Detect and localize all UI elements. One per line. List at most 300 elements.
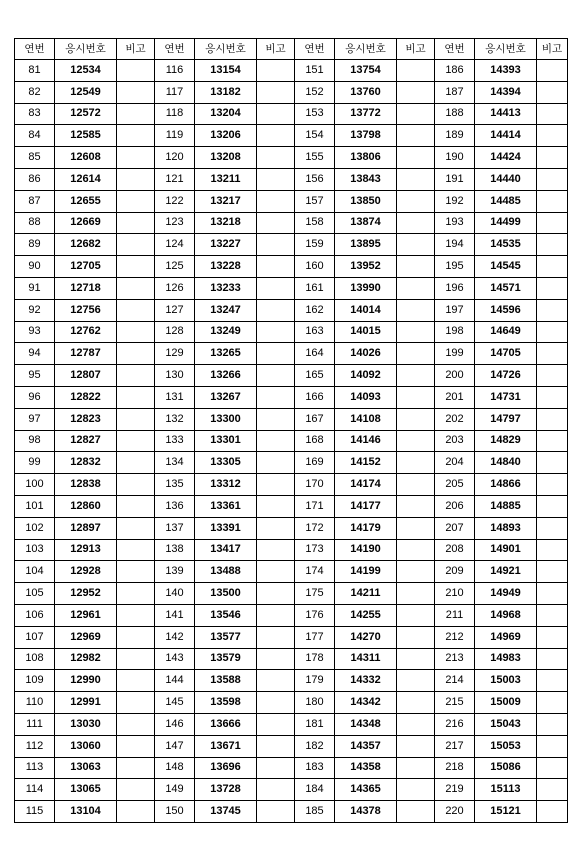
remarks-cell (117, 125, 155, 147)
exam-number-cell: 13361 (195, 495, 257, 517)
exam-number-cell: 13500 (195, 583, 257, 605)
remarks-cell (397, 212, 435, 234)
seq-cell: 140 (155, 583, 195, 605)
exam-number-cell: 12827 (55, 430, 117, 452)
seq-cell: 190 (435, 147, 475, 169)
remarks-cell (537, 452, 568, 474)
header-row (15, 39, 568, 60)
seq-cell: 149 (155, 779, 195, 801)
seq-cell: 125 (155, 256, 195, 278)
exam-number-cell: 14190 (335, 539, 397, 561)
remarks-cell (537, 583, 568, 605)
seq-cell: 204 (435, 452, 475, 474)
remarks-cell (397, 430, 435, 452)
seq-cell: 129 (155, 343, 195, 365)
exam-number-cell: 14092 (335, 365, 397, 387)
remarks-cell (117, 234, 155, 256)
seq-cell: 162 (295, 299, 335, 321)
exam-number-cell: 14485 (475, 190, 537, 212)
seq-cell: 200 (435, 365, 475, 387)
table-row (15, 256, 568, 278)
table-row (15, 495, 568, 517)
seq-cell: 96 (15, 386, 55, 408)
exam-number-cell: 12718 (55, 277, 117, 299)
exam-number-cell: 14901 (475, 539, 537, 561)
exam-number-cell: 12913 (55, 539, 117, 561)
remarks-cell (257, 648, 295, 670)
remarks-cell (117, 343, 155, 365)
exam-number-cell: 14921 (475, 561, 537, 583)
seq-cell: 104 (15, 561, 55, 583)
remarks-cell (537, 692, 568, 714)
exam-number-cell: 14152 (335, 452, 397, 474)
seq-cell: 93 (15, 321, 55, 343)
exam-number-cell: 13247 (195, 299, 257, 321)
remarks-cell (537, 321, 568, 343)
table-row (15, 234, 568, 256)
exam-number-cell: 13030 (55, 713, 117, 735)
seq-cell: 176 (295, 604, 335, 626)
exam-number-cell: 13267 (195, 386, 257, 408)
seq-cell: 211 (435, 604, 475, 626)
table-body (15, 60, 568, 823)
exam-number-cell: 13895 (335, 234, 397, 256)
exam-number-cell: 12549 (55, 81, 117, 103)
exam-number-cell: 13666 (195, 713, 257, 735)
exam-number-cell: 14866 (475, 474, 537, 496)
seq-cell: 95 (15, 365, 55, 387)
remarks-cell (257, 408, 295, 430)
seq-cell: 195 (435, 256, 475, 278)
table-row (15, 430, 568, 452)
exam-number-cell: 14108 (335, 408, 397, 430)
table-row (15, 343, 568, 365)
seq-cell: 189 (435, 125, 475, 147)
exam-number-cell: 13182 (195, 81, 257, 103)
remarks-cell (537, 713, 568, 735)
remarks-cell (397, 604, 435, 626)
exam-number-cell: 15003 (475, 670, 537, 692)
remarks-cell (397, 60, 435, 82)
seq-cell: 164 (295, 343, 335, 365)
seq-cell: 123 (155, 212, 195, 234)
exam-number-cell: 14393 (475, 60, 537, 82)
exam-number-cell: 13546 (195, 604, 257, 626)
exam-number-cell: 13065 (55, 779, 117, 801)
remarks-cell (117, 626, 155, 648)
seq-cell: 217 (435, 735, 475, 757)
seq-cell: 148 (155, 757, 195, 779)
exam-number-cell: 12952 (55, 583, 117, 605)
exam-number-cell: 13060 (55, 735, 117, 757)
seq-cell: 134 (155, 452, 195, 474)
remarks-cell (257, 583, 295, 605)
seq-cell: 143 (155, 648, 195, 670)
exam-number-cell: 12969 (55, 626, 117, 648)
remarks-cell (537, 539, 568, 561)
table-row (15, 386, 568, 408)
exam-number-cell: 14705 (475, 343, 537, 365)
exam-number-cell: 14968 (475, 604, 537, 626)
remarks-cell (397, 343, 435, 365)
seq-cell: 146 (155, 713, 195, 735)
remarks-cell (537, 256, 568, 278)
seq-cell: 107 (15, 626, 55, 648)
exam-number-header: 응시번호 (475, 39, 537, 60)
remarks-cell (117, 256, 155, 278)
table-row (15, 212, 568, 234)
remarks-cell (117, 583, 155, 605)
seq-cell: 212 (435, 626, 475, 648)
seq-cell: 113 (15, 757, 55, 779)
seq-cell: 154 (295, 125, 335, 147)
table-row (15, 517, 568, 539)
remarks-cell (257, 430, 295, 452)
remarks-cell (397, 365, 435, 387)
exam-number-cell: 14179 (335, 517, 397, 539)
exam-number-cell: 13154 (195, 60, 257, 82)
table-row (15, 321, 568, 343)
exam-number-cell: 14424 (475, 147, 537, 169)
seq-cell: 84 (15, 125, 55, 147)
remarks-cell (397, 517, 435, 539)
seq-cell: 215 (435, 692, 475, 714)
remarks-cell (537, 604, 568, 626)
table-row (15, 561, 568, 583)
remarks-cell (117, 321, 155, 343)
seq-cell: 144 (155, 670, 195, 692)
seq-cell: 139 (155, 561, 195, 583)
remarks-cell (537, 212, 568, 234)
seq-cell: 214 (435, 670, 475, 692)
seq-cell: 185 (295, 801, 335, 823)
seq-cell: 184 (295, 779, 335, 801)
remarks-cell (117, 801, 155, 823)
exam-number-table (14, 38, 568, 823)
exam-number-cell: 14342 (335, 692, 397, 714)
exam-number-cell: 12990 (55, 670, 117, 692)
seq-cell: 106 (15, 604, 55, 626)
remarks-cell (117, 168, 155, 190)
remarks-cell (397, 583, 435, 605)
remarks-cell (537, 125, 568, 147)
remarks-cell (537, 168, 568, 190)
remarks-cell (117, 365, 155, 387)
exam-number-cell: 12832 (55, 452, 117, 474)
exam-number-cell: 14414 (475, 125, 537, 147)
seq-cell: 155 (295, 147, 335, 169)
seq-cell: 89 (15, 234, 55, 256)
exam-number-cell: 13696 (195, 757, 257, 779)
remarks-cell (257, 452, 295, 474)
remarks-cell (397, 452, 435, 474)
remarks-cell (397, 234, 435, 256)
remarks-cell (537, 757, 568, 779)
seq-cell: 141 (155, 604, 195, 626)
remarks-cell (257, 735, 295, 757)
exam-number-cell: 13579 (195, 648, 257, 670)
seq-cell: 87 (15, 190, 55, 212)
seq-cell: 188 (435, 103, 475, 125)
seq-cell: 177 (295, 626, 335, 648)
seq-cell: 182 (295, 735, 335, 757)
seq-cell: 191 (435, 168, 475, 190)
remarks-cell (117, 757, 155, 779)
seq-cell: 112 (15, 735, 55, 757)
table-row (15, 103, 568, 125)
exam-number-cell: 14014 (335, 299, 397, 321)
exam-number-cell: 13488 (195, 561, 257, 583)
seq-cell: 128 (155, 321, 195, 343)
remarks-cell (537, 299, 568, 321)
exam-number-cell: 13312 (195, 474, 257, 496)
remarks-cell (397, 190, 435, 212)
seq-cell: 183 (295, 757, 335, 779)
remarks-cell (257, 713, 295, 735)
remarks-cell (537, 801, 568, 823)
remarks-cell (537, 495, 568, 517)
exam-number-cell: 12534 (55, 60, 117, 82)
remarks-header: 비고 (117, 39, 155, 60)
remarks-cell (397, 626, 435, 648)
remarks-cell (397, 81, 435, 103)
seq-cell: 193 (435, 212, 475, 234)
exam-number-cell: 12614 (55, 168, 117, 190)
remarks-cell (397, 801, 435, 823)
remarks-cell (257, 125, 295, 147)
remarks-cell (257, 212, 295, 234)
exam-number-cell: 14545 (475, 256, 537, 278)
seq-cell: 160 (295, 256, 335, 278)
seq-cell: 163 (295, 321, 335, 343)
exam-number-cell: 14177 (335, 495, 397, 517)
exam-number-cell: 12897 (55, 517, 117, 539)
seq-cell: 119 (155, 125, 195, 147)
exam-number-cell: 12669 (55, 212, 117, 234)
seq-cell: 122 (155, 190, 195, 212)
table-row (15, 583, 568, 605)
seq-cell: 88 (15, 212, 55, 234)
exam-number-cell: 14840 (475, 452, 537, 474)
exam-number-cell: 14378 (335, 801, 397, 823)
remarks-cell (117, 474, 155, 496)
exam-number-cell: 13266 (195, 365, 257, 387)
remarks-cell (537, 517, 568, 539)
remarks-cell (257, 343, 295, 365)
seq-cell: 82 (15, 81, 55, 103)
exam-number-cell: 12705 (55, 256, 117, 278)
exam-number-cell: 13211 (195, 168, 257, 190)
remarks-cell (397, 321, 435, 343)
exam-number-cell: 13206 (195, 125, 257, 147)
seq-cell: 166 (295, 386, 335, 408)
seq-cell: 124 (155, 234, 195, 256)
exam-number-cell: 13104 (55, 801, 117, 823)
remarks-cell (257, 474, 295, 496)
seq-header: 연번 (295, 39, 335, 60)
seq-cell: 98 (15, 430, 55, 452)
exam-number-cell: 13850 (335, 190, 397, 212)
seq-cell: 194 (435, 234, 475, 256)
seq-cell: 209 (435, 561, 475, 583)
remarks-cell (117, 735, 155, 757)
exam-number-header: 응시번호 (55, 39, 117, 60)
remarks-cell (117, 190, 155, 212)
seq-cell: 99 (15, 452, 55, 474)
exam-number-cell: 12585 (55, 125, 117, 147)
remarks-cell (117, 604, 155, 626)
seq-cell: 127 (155, 299, 195, 321)
table-row (15, 365, 568, 387)
remarks-cell (257, 147, 295, 169)
remarks-header: 비고 (397, 39, 435, 60)
seq-cell: 173 (295, 539, 335, 561)
exam-number-cell: 14270 (335, 626, 397, 648)
exam-number-cell: 13671 (195, 735, 257, 757)
remarks-cell (397, 103, 435, 125)
seq-cell: 202 (435, 408, 475, 430)
seq-cell: 135 (155, 474, 195, 496)
remarks-header: 비고 (537, 39, 568, 60)
exam-number-header: 응시번호 (195, 39, 257, 60)
exam-number-cell: 13227 (195, 234, 257, 256)
seq-cell: 205 (435, 474, 475, 496)
exam-number-cell: 14332 (335, 670, 397, 692)
remarks-cell (397, 539, 435, 561)
exam-number-cell: 13754 (335, 60, 397, 82)
remarks-cell (117, 103, 155, 125)
seq-cell: 206 (435, 495, 475, 517)
exam-number-cell: 15086 (475, 757, 537, 779)
exam-number-cell: 14499 (475, 212, 537, 234)
seq-cell: 110 (15, 692, 55, 714)
seq-cell: 132 (155, 408, 195, 430)
seq-cell: 192 (435, 190, 475, 212)
table-row (15, 713, 568, 735)
exam-number-cell: 13218 (195, 212, 257, 234)
seq-cell: 94 (15, 343, 55, 365)
exam-number-cell: 13760 (335, 81, 397, 103)
exam-number-cell: 14885 (475, 495, 537, 517)
table-row (15, 670, 568, 692)
seq-cell: 105 (15, 583, 55, 605)
exam-number-cell: 13300 (195, 408, 257, 430)
remarks-cell (537, 365, 568, 387)
exam-number-cell: 14093 (335, 386, 397, 408)
seq-cell: 138 (155, 539, 195, 561)
table-row (15, 779, 568, 801)
remarks-cell (537, 277, 568, 299)
exam-number-cell: 14596 (475, 299, 537, 321)
seq-cell: 161 (295, 277, 335, 299)
seq-header: 연번 (15, 39, 55, 60)
remarks-cell (397, 277, 435, 299)
remarks-cell (257, 495, 295, 517)
seq-cell: 85 (15, 147, 55, 169)
exam-number-cell: 14829 (475, 430, 537, 452)
seq-cell: 126 (155, 277, 195, 299)
table-row (15, 190, 568, 212)
remarks-cell (257, 103, 295, 125)
remarks-cell (257, 168, 295, 190)
remarks-cell (257, 561, 295, 583)
exam-number-cell: 14146 (335, 430, 397, 452)
seq-cell: 97 (15, 408, 55, 430)
seq-cell: 159 (295, 234, 335, 256)
exam-number-cell: 13598 (195, 692, 257, 714)
seq-cell: 178 (295, 648, 335, 670)
exam-number-cell: 13417 (195, 539, 257, 561)
seq-cell: 207 (435, 517, 475, 539)
exam-number-cell: 13228 (195, 256, 257, 278)
exam-number-cell: 15043 (475, 713, 537, 735)
exam-number-cell: 14413 (475, 103, 537, 125)
remarks-cell (117, 648, 155, 670)
seq-cell: 165 (295, 365, 335, 387)
exam-number-cell: 14311 (335, 648, 397, 670)
seq-cell: 198 (435, 321, 475, 343)
table-row (15, 801, 568, 823)
exam-number-cell: 12823 (55, 408, 117, 430)
table-row (15, 60, 568, 82)
remarks-cell (537, 60, 568, 82)
remarks-cell (397, 408, 435, 430)
exam-number-cell: 14174 (335, 474, 397, 496)
seq-cell: 92 (15, 299, 55, 321)
remarks-cell (117, 212, 155, 234)
remarks-cell (257, 277, 295, 299)
exam-number-cell: 14026 (335, 343, 397, 365)
remarks-cell (257, 256, 295, 278)
remarks-cell (257, 604, 295, 626)
remarks-cell (117, 561, 155, 583)
remarks-cell (397, 147, 435, 169)
exam-number-cell: 12961 (55, 604, 117, 626)
seq-cell: 157 (295, 190, 335, 212)
remarks-cell (117, 408, 155, 430)
seq-cell: 111 (15, 713, 55, 735)
table-row (15, 539, 568, 561)
seq-cell: 218 (435, 757, 475, 779)
remarks-cell (537, 670, 568, 692)
remarks-cell (397, 168, 435, 190)
seq-cell: 220 (435, 801, 475, 823)
exam-number-cell: 14731 (475, 386, 537, 408)
seq-header: 연번 (435, 39, 475, 60)
remarks-cell (257, 517, 295, 539)
seq-cell: 174 (295, 561, 335, 583)
seq-cell: 186 (435, 60, 475, 82)
table-row (15, 735, 568, 757)
exam-number-cell: 13798 (335, 125, 397, 147)
exam-number-cell: 12608 (55, 147, 117, 169)
remarks-cell (537, 779, 568, 801)
exam-number-cell: 14199 (335, 561, 397, 583)
seq-cell: 175 (295, 583, 335, 605)
remarks-cell (397, 713, 435, 735)
remarks-cell (257, 670, 295, 692)
exam-number-cell: 13728 (195, 779, 257, 801)
table-row (15, 692, 568, 714)
seq-cell: 145 (155, 692, 195, 714)
seq-cell: 137 (155, 517, 195, 539)
seq-cell: 197 (435, 299, 475, 321)
seq-cell: 121 (155, 168, 195, 190)
seq-cell: 210 (435, 583, 475, 605)
exam-number-cell: 13208 (195, 147, 257, 169)
exam-number-cell: 12787 (55, 343, 117, 365)
seq-cell: 130 (155, 365, 195, 387)
